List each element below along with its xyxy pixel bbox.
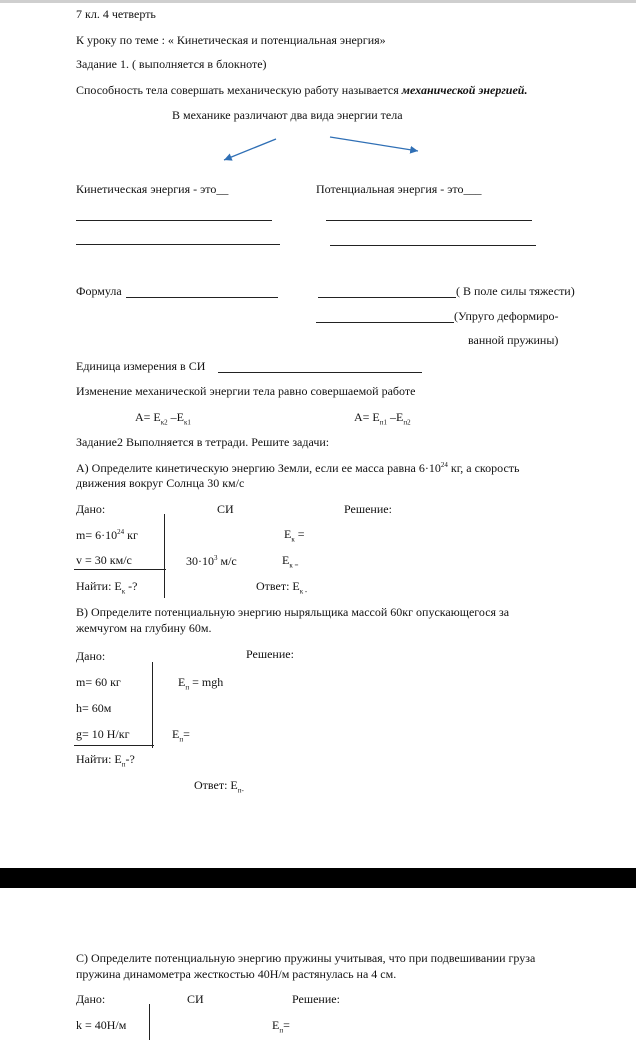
problem-a-ek-2: $E_{к =}$ bbox=[282, 553, 299, 570]
problem-b-text-2: жемчугом на глубину 60м. bbox=[76, 621, 212, 635]
formula-spring-label-2: ванной пружины) bbox=[468, 333, 559, 347]
problem-c-ep: $E_п=$ bbox=[272, 1018, 290, 1035]
problem-a-velocity-si: $30\cdot 10^3$ м/с bbox=[186, 554, 237, 568]
problem-a-solution: Решение: bbox=[344, 502, 392, 516]
problem-b-given: Дано: bbox=[76, 649, 106, 663]
problem-a-text-1: А) Определите кинетическую энергию Земли, если ее масса равна $6\cdot 10^{24}$ кг, а скорость bbox=[76, 461, 520, 475]
problem-a-given-underline bbox=[74, 569, 166, 570]
formula-gravity-label: ( В поле силы тяжести) bbox=[456, 284, 575, 298]
formula-spring-label-1: (Упруго деформиро- bbox=[454, 309, 559, 323]
problem-b-ep-formula: $E_п$ = mgh bbox=[178, 675, 224, 692]
formula-spring-blank[interactable] bbox=[316, 322, 454, 323]
unit-blank[interactable] bbox=[218, 372, 422, 373]
problem-b-answer: Ответ: $E_{п-}$ bbox=[194, 778, 244, 795]
problem-a-ek-1: $E_к$ = bbox=[284, 527, 305, 544]
problem-b-text-1: В) Определите потенциальную энергию ныряльщика массой 60кг опускающегося за bbox=[76, 605, 510, 619]
problem-c-stiffness: k = 40Н/м bbox=[76, 1018, 127, 1032]
problem-a-velocity: v = 30 км/с bbox=[76, 553, 132, 567]
unit-label: Единица измерения в СИ bbox=[76, 359, 206, 373]
problem-c-divider bbox=[149, 1004, 150, 1040]
problem-b-find: Найти: $E_п-$? bbox=[76, 752, 135, 769]
two-kinds-line: В механике различают два вида энергии тела bbox=[172, 108, 403, 122]
definition-prefix: Способность тела совершать механическую работу называется bbox=[76, 83, 402, 97]
kinetic-blank-2[interactable] bbox=[76, 244, 280, 245]
potential-blank-2[interactable] bbox=[330, 245, 536, 246]
problem-a-find: Найти: $E_к$ -? bbox=[76, 579, 138, 596]
work-kinetic-formula: $A= E_{к2}$ $-E_{к1}$ bbox=[135, 410, 191, 427]
problem-c-si: СИ bbox=[187, 992, 204, 1006]
problem-c-solution: Решение: bbox=[292, 992, 340, 1006]
arrow-right bbox=[330, 137, 418, 151]
problem-c-text-2: пружина динамометра жесткостью 40Н/м растянулась на 4 см. bbox=[76, 967, 397, 981]
problem-b-height: h= 60м bbox=[76, 701, 112, 715]
problem-a-divider bbox=[164, 514, 165, 598]
problem-b-ep-2: $E_п=$ bbox=[172, 727, 190, 744]
kinetic-label: Кинетическая энергия - это__ bbox=[76, 182, 229, 196]
problem-c-given: Дано: bbox=[76, 992, 106, 1006]
formula-label: Формула bbox=[76, 284, 122, 298]
arrow-left bbox=[224, 139, 276, 160]
problem-a-si: СИ bbox=[217, 502, 234, 516]
task1-heading: Задание 1. ( выполняется в блокноте) bbox=[76, 57, 267, 71]
problem-b-mass: m= 60 кг bbox=[76, 675, 121, 689]
formula-kinetic-blank[interactable] bbox=[126, 297, 278, 298]
problem-a-given: Дано: bbox=[76, 502, 106, 516]
lesson-topic: К уроку по теме : « Кинетическая и потенциальная энергия» bbox=[76, 33, 386, 47]
problem-b-solution: Решение: bbox=[246, 647, 294, 661]
energy-kinds-arrows bbox=[0, 0, 636, 200]
grade-line: 7 кл. 4 четверть bbox=[76, 7, 156, 21]
problem-a-answer: Ответ: $E_{к -}$ bbox=[256, 579, 308, 596]
page-break-band bbox=[0, 868, 636, 888]
work-potential-formula: $A= E_{п1}$ $-E_{п2}$ bbox=[354, 410, 411, 427]
problem-b-gravity: g= 10 Н/кг bbox=[76, 727, 130, 741]
problem-c-text-1: С) Определите потенциальную энергию пружины учитывая, что при подвешивании груза bbox=[76, 951, 536, 965]
problem-a-mass: $m= 6\cdot 10^{24}$ кг bbox=[76, 528, 138, 542]
problem-a-text-2: движения вокруг Солнца 30 км/с bbox=[76, 476, 245, 490]
problem-b-divider bbox=[152, 662, 153, 748]
energy-change-line: Изменение механической энергии тела равно совершаемой работе bbox=[76, 384, 416, 398]
potential-blank-1[interactable] bbox=[326, 220, 532, 221]
formula-gravity-blank[interactable] bbox=[318, 297, 456, 298]
problem-b-given-underline bbox=[74, 745, 154, 746]
definition-term: механической энергией. bbox=[401, 83, 528, 97]
potential-label: Потенциальная энергия - это___ bbox=[316, 182, 482, 196]
task2-heading: Задание2 Выполняется в тетради. Решите задачи: bbox=[76, 435, 330, 449]
kinetic-blank-1[interactable] bbox=[76, 220, 272, 221]
